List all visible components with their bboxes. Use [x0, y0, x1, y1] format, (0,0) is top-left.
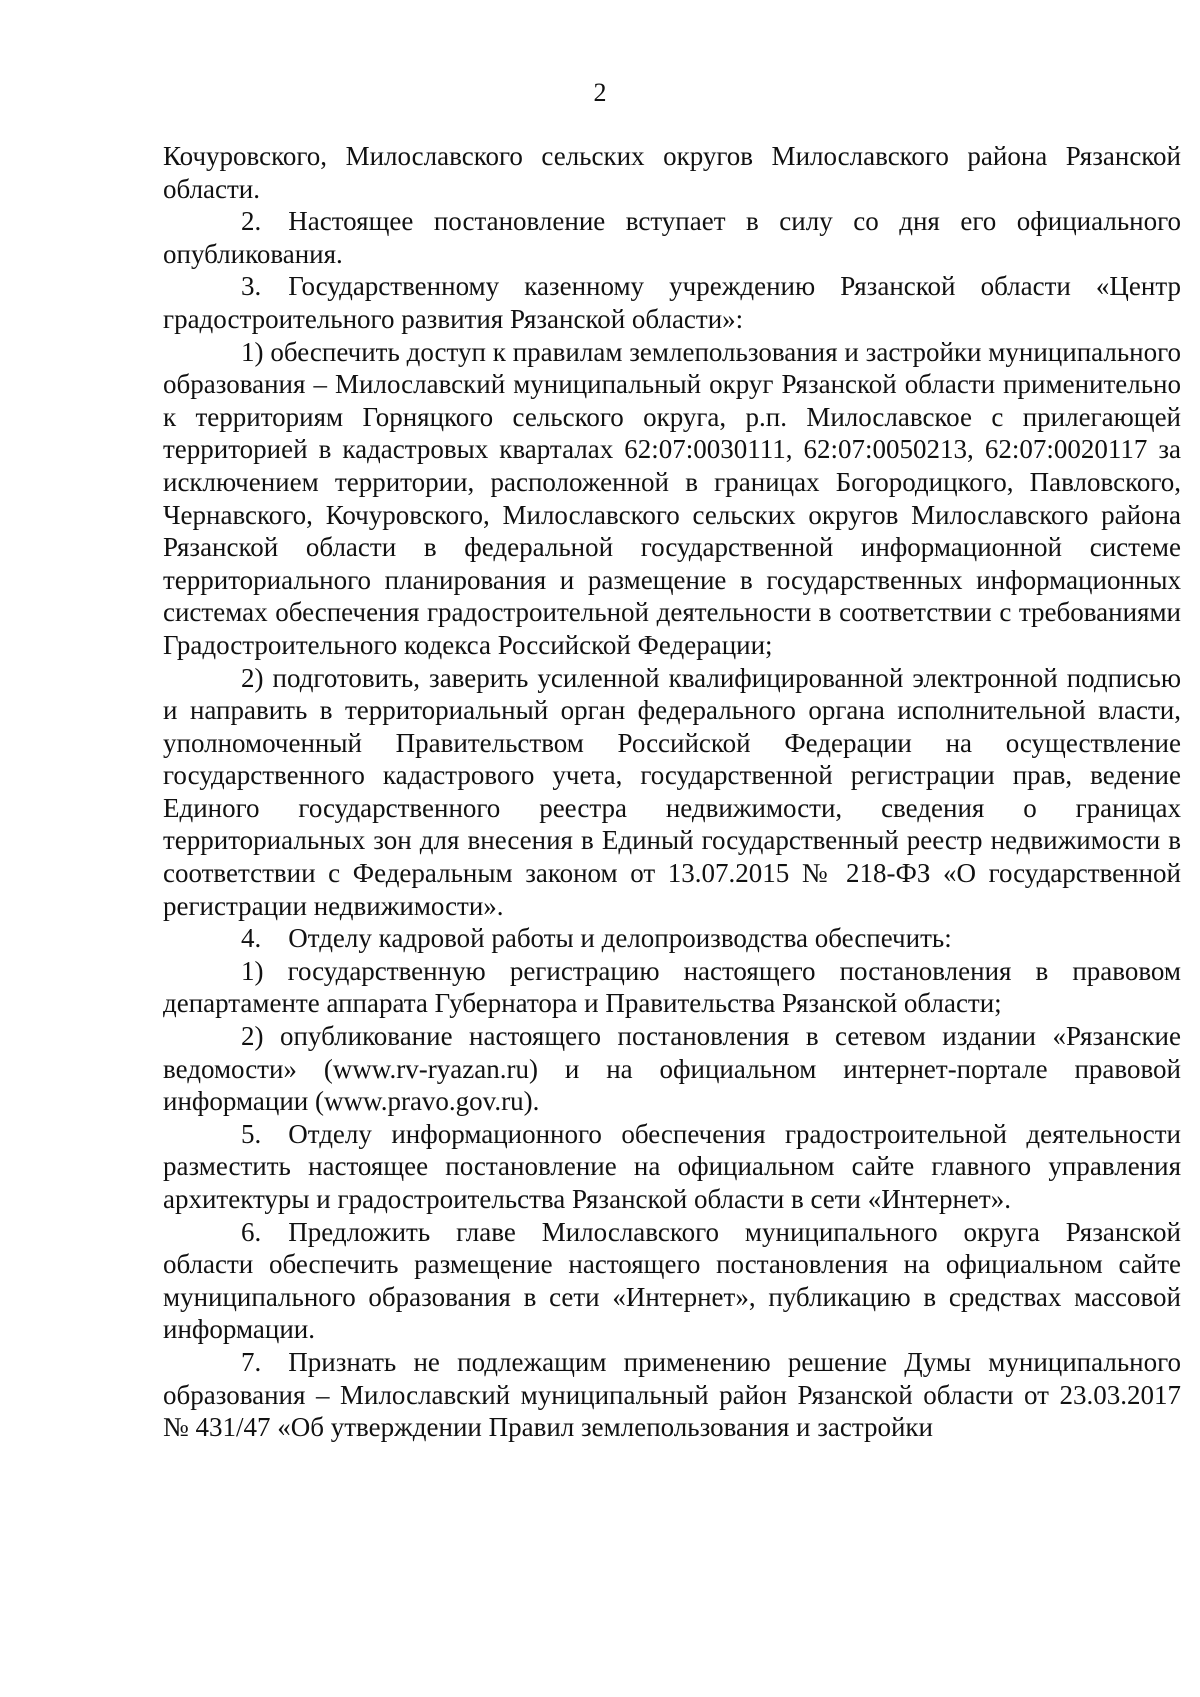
paragraph-item-3-2: 2) подготовить, заверить усиленной квалифицированной электронной подписью и направить в территориальный орган федерального органа исполнительной власти, уполномоченный Правительством Российской Федерации на осуществление государственного кадастрового учета, государственной регистрации прав, ведение Единого государственного реестра недвижимости, сведения о границах территориальных зон для внесения в Единый государственный реестр недвижимости в соответствии с Федеральным законом от 13.07.2015 № 218-ФЗ «О государственной регистрации недвижимости». [163, 662, 1181, 921]
paragraph-item-4-1: 1) государственную регистрацию настоящего постановления в правовом департаменте аппарата Губернатора и Правительства Рязанской области; [163, 955, 1181, 1019]
page-number: 2 [593, 78, 607, 107]
paragraph-item-2: 2. Настоящее постановление вступает в силу со дня его официального опубликования. [163, 206, 1181, 269]
paragraph-item-6: 6. Предложить главе Милославского муниципального округа Рязанской области обеспечить размещение настоящего постановления на официальном сайте муниципального образования в сети «Интернет», публикацию в средствах массовой информации. [163, 1216, 1181, 1345]
paragraph-item-3-1: 1) обеспечить доступ к правилам землепользования и застройки муниципального образования – Милославский муниципальный округ Рязанской области применительно к территориям Горняцкого сельского округа, р.п. Милославское с прилегающей территорией в кадастровых кварталах 62:07:0030111, 62:07:0050213, 62:07:0020117 за исключением территории, расположенной в границах Богородицкого, Павловского, Чернавского, Кочуровского, Милославского сельских округов Милославского района Рязанской области в федеральной государственной информационной системе территориального планирования и размещение в государственных информационных системах обеспечения градостроительной деятельности в соответствии с требованиями Градостроительного кодекса Российской Федерации; [163, 336, 1181, 660]
paragraph-item-7: 7. Признать не подлежащим применению решение Думы муниципального образования – Милославский муниципальный район Рязанской области от 23.03.2017 № 431/47 «Об утверждении Правил землепользования и застройки [163, 1346, 1181, 1443]
paragraph-continuation: Кочуровского, Милославского сельских округов Милославского района Рязанской области. [163, 141, 1181, 204]
document-body [163, 140, 1181, 1444]
paragraph-item-4: 4. Отделу кадровой работы и делопроизводства обеспечить: [241, 923, 952, 954]
paragraph-item-5: 5. Отделу информационного обеспечения градостроительной деятельности разместить настоящее постановление на официальном сайте главного управления архитектуры и градостроительства Рязанской области в сети «Интернет». [163, 1118, 1181, 1214]
paragraph-item-3: 3. Государственному казенному учреждению Рязанской области «Центр градостроительного развития Рязанской области»: [163, 271, 1181, 334]
paragraph-item-4-2: 2) опубликование настоящего постановления в сетевом издании «Рязанские ведомости» (www.rv-ryazan.ru) и на официальном интернет-портале правовой информации (www.pravo.gov.ru). [163, 1021, 1181, 1117]
